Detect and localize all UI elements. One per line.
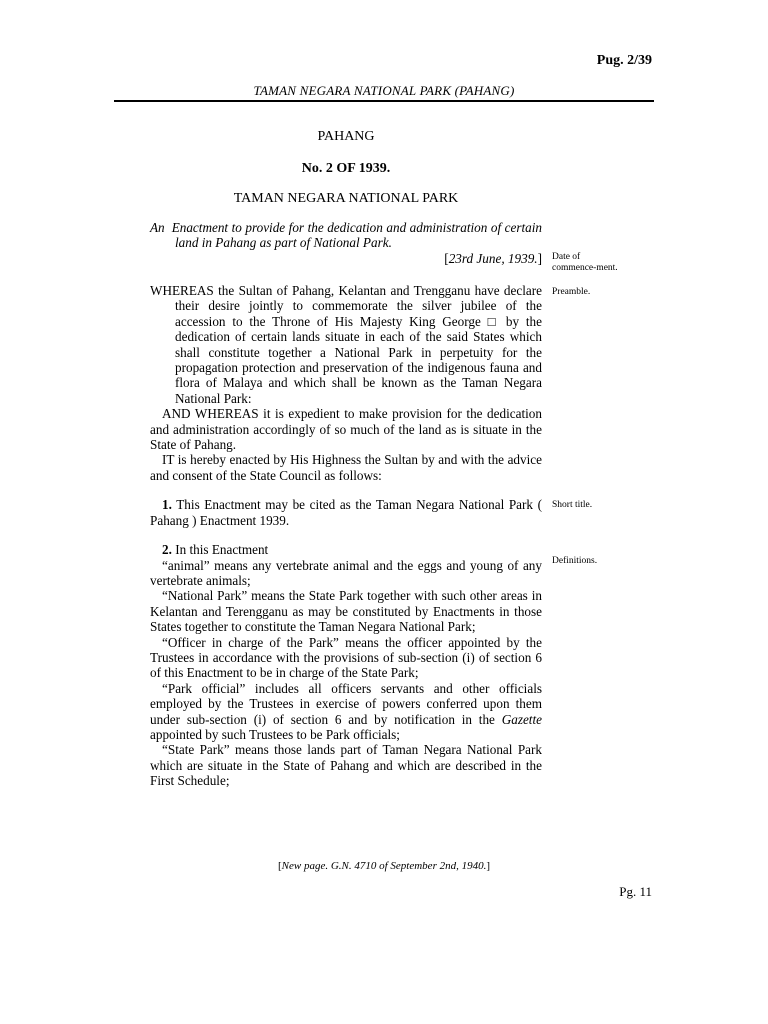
definition-park-official-tail: appointed by such Trustees to be Park officials; bbox=[150, 726, 400, 742]
margin-note-preamble: Preamble. bbox=[552, 287, 591, 297]
section-1-number: 1. bbox=[162, 497, 172, 513]
whereas-first-continued: by the dedication of certain lands situate in each of the said States which shall constitute together a National Park in perpetuity for the propagation protection and preservation of the indigenous fauna and flora of Malaya and which shall be known as the Taman Negara National Park: bbox=[175, 313, 542, 406]
enactment-title: TAMAN NEGARA NATIONAL PARK bbox=[233, 191, 459, 206]
header-rule bbox=[114, 100, 654, 102]
page-reference: Pug. 2/39 bbox=[596, 53, 652, 68]
page-number: Pg. 11 bbox=[619, 884, 652, 899]
enactment-date-text: 23rd June, 1939. bbox=[448, 250, 538, 266]
state-heading: PAHANG bbox=[317, 129, 375, 144]
footer-note: [New page. G.N. 4710 of September 2nd, 1940.] bbox=[277, 860, 491, 872]
whereas-first bbox=[150, 283, 542, 406]
long-title-text: Enactment to provide for the dedication and administration of certain land in Pahang as part of National Park. bbox=[171, 220, 542, 251]
margin-note-definitions: Definitions. bbox=[552, 556, 598, 566]
section-2-text: In this Enactment bbox=[175, 542, 269, 558]
running-title: TAMAN NEGARA NATIONAL PARK (PAHANG) bbox=[253, 83, 515, 98]
definition-officer: “Officer in charge of the Park” means the officer appointed by the Trustees in accordance with the provisions of sub-section (i) of section 6 of this Enactment to be in charge of the State Park; bbox=[150, 634, 542, 681]
enactment-number: No. 2 OF 1939. bbox=[301, 161, 391, 176]
definition-state-park: “State Park” means those lands part of Taman Negara National Park which are situate in the State of Pahang and which are described in the First Schedule; bbox=[150, 742, 542, 789]
definition-national-park: “National Park” means the State Park together with such other areas in Kelantan and Terengganu as may be constituted by Enactments in those States together to constitute the Taman Negara National Park; bbox=[150, 588, 542, 635]
section-1-text: This Enactment may be cited as the Taman Negara National Park ( Pahang ) Enactment 1939. bbox=[150, 497, 542, 528]
long-title bbox=[150, 220, 542, 251]
preamble-block bbox=[150, 283, 542, 789]
whereas-second: AND WHEREAS it is expedient to make provision for the dedication and administration accordingly of so much of the land as is situate in the State of Pahang. bbox=[150, 406, 542, 453]
section-2 bbox=[150, 542, 542, 557]
definition-park-official bbox=[150, 681, 542, 743]
gazette-term: Gazette bbox=[501, 711, 542, 727]
footer-note-text: New page. G.N. 4710 of September 2nd, 1940. bbox=[281, 860, 487, 872]
long-title-block bbox=[150, 220, 542, 266]
margin-note-short-title: Short title. bbox=[552, 500, 593, 510]
whereas-first-text: WHEREAS the Sultan of Pahang, Kelantan and Trengganu have declare their desire jointly to commemorate the silver jubilee of the accession to the Throne of His Majesty King George bbox=[150, 283, 542, 329]
enactment-date: [23rd June, 1939.] bbox=[444, 250, 542, 266]
definition-park-official-text: “Park official” includes all officers servants and other officials employed by the Trustees in exercise of powers conferred upon them under sub-section (i) of section 6 and by notification in the bbox=[150, 680, 542, 727]
enacting-clause: IT is hereby enacted by His Highness the Sultan by and with the advice and consent of the State Council as follows: bbox=[150, 452, 542, 483]
long-title-article: An bbox=[150, 220, 165, 235]
definition-animal: “animal” means any vertebrate animal and the eggs and young of any vertebrate animals; bbox=[150, 557, 542, 588]
missing-glyph: □ bbox=[487, 313, 500, 329]
section-2-number: 2. bbox=[162, 542, 172, 558]
margin-note-commencement: Date of commence-ment. bbox=[552, 252, 618, 273]
section-1 bbox=[150, 497, 542, 528]
